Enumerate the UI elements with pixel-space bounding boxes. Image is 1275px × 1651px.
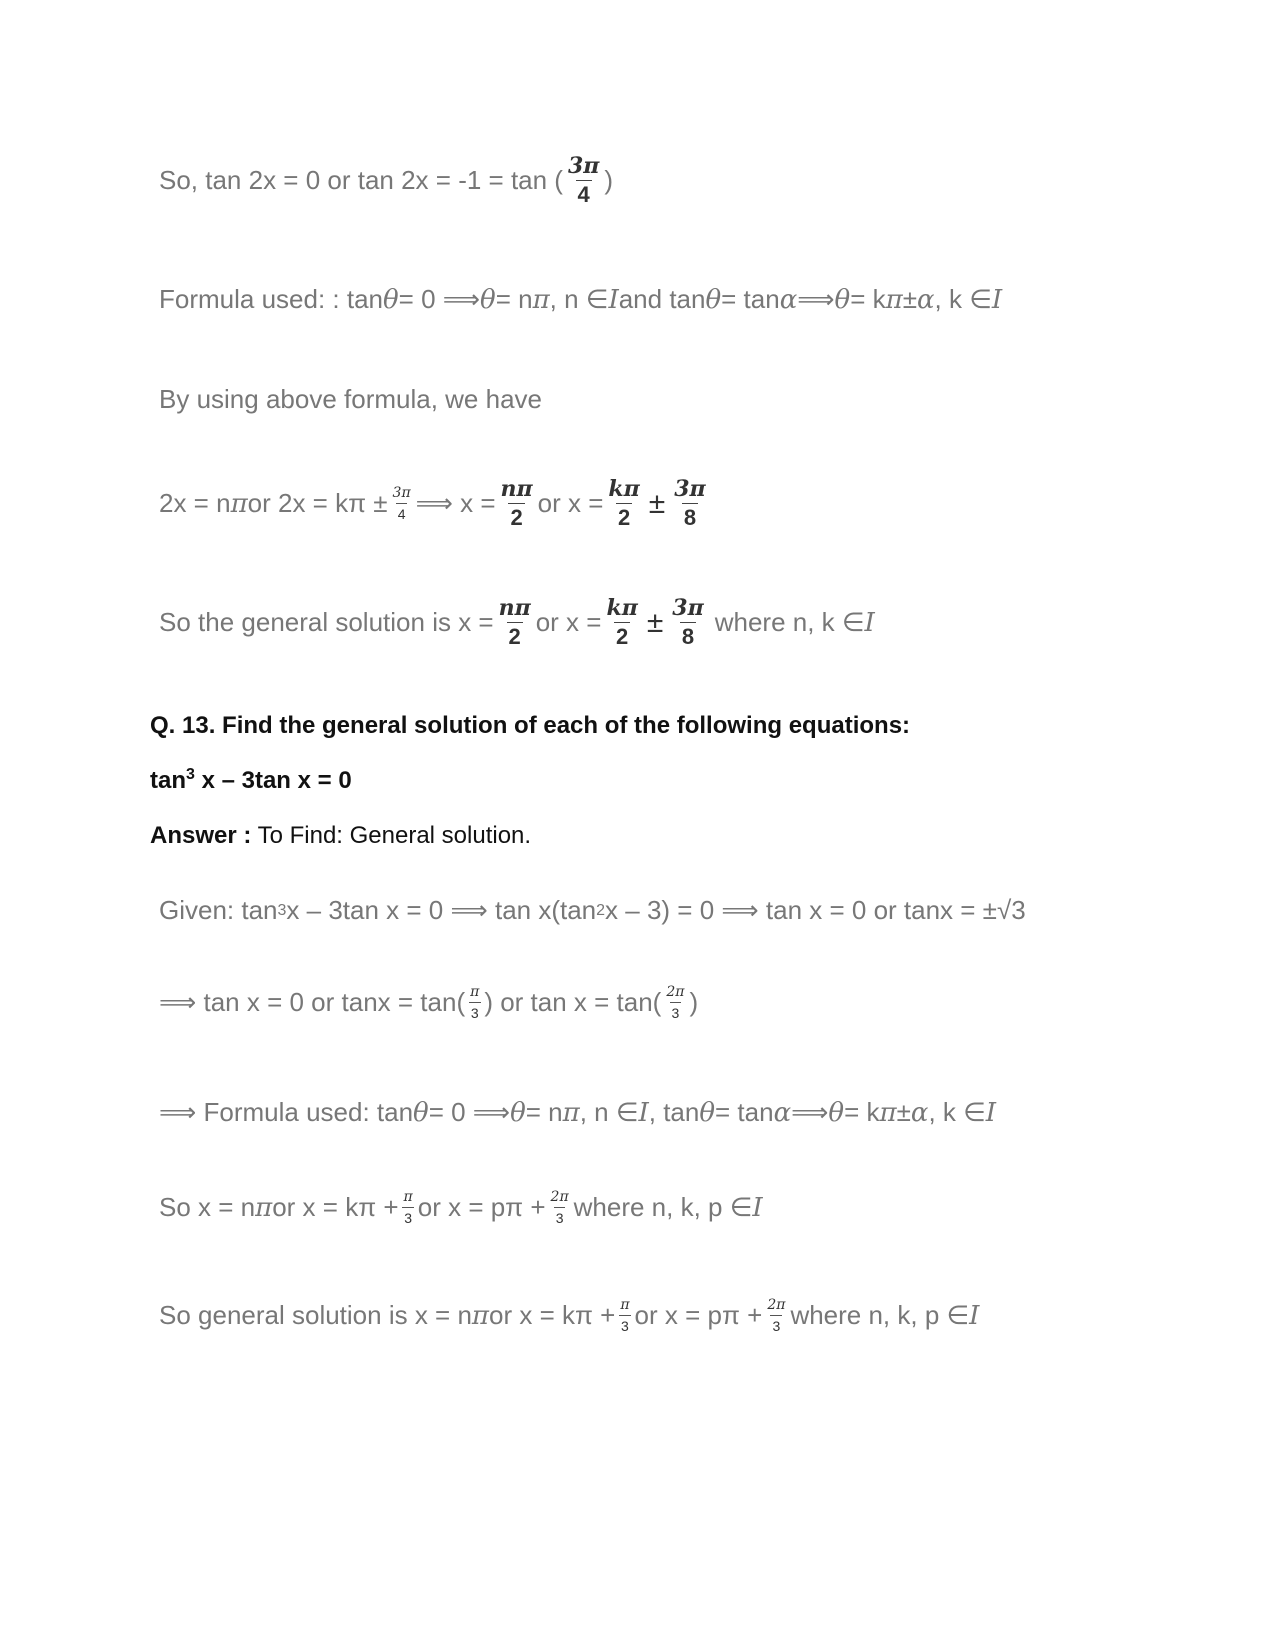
fraction-pi-over-3: $\frac{\pi}{3}$ (620, 1297, 630, 1334)
formula-used-line-2: ⟹ Formula used: tan θ = 0 ⟹ θ = n π , n ∈ I , tan θ = tan α ⟹ θ = k π ± α , k ∈ I (159, 1097, 997, 1128)
solution-line-tan2x: So, tan 2x = 0 or tan 2x = -1 = tan ( $\frac{3\pi}{4}$ ) (159, 153, 614, 207)
fraction-npi-over-2: $\frac{n\pi}{2}$ (500, 476, 533, 530)
question-13-title: Q. 13. Find the general solution of each of the following equations: (150, 712, 911, 739)
answer-text: To Find: General solution. (251, 822, 532, 849)
fraction-kpi-over-2: $\frac{k\pi}{2}$ (608, 476, 640, 530)
fraction-2pi-over-3: $\frac{2\pi}{3}$ (550, 1189, 569, 1226)
derivation-line-2x: 2x = n π or 2x = kπ ± $\frac{3\pi}{4}$ ⟹ x = $\frac{n\pi}{2}$ or x = $\frac{k\pi}{2}$ ± $\frac{3\pi}{8}$ (159, 476, 706, 530)
fraction-3pi-over-8: $\frac{3\pi}{8}$ (674, 476, 706, 530)
line-text: So, tan 2x = 0 or tan 2x = -1 = tan ( (159, 165, 563, 195)
fraction-3pi-over-4: $\frac{3\pi}{4}$ (567, 153, 600, 207)
general-solution-line-2: So general solution is x = n π or x = kπ + $\frac{\pi}{3}$ or x = pπ + $\frac{2\pi}{3}$ where n, k, p ∈ I (159, 1297, 980, 1334)
tan-equivalence-line: ⟹ tan x = 0 or tanx = tan( $\frac{\pi}{3}$ ) or tan x = tan( $\frac{2\pi}{3}$ ) (159, 984, 699, 1021)
answer-line (150, 822, 531, 850)
question-13-equation: $\tan^3 x - 3\tan$ x = 0 (150, 766, 352, 794)
answer-label: Answer : (150, 822, 252, 849)
fraction-2pi-over-3: $\frac{2\pi}{3}$ (767, 1297, 786, 1334)
fraction-3pi-over-4: $\frac{3\pi}{4}$ (392, 485, 411, 522)
by-using-formula-line: By using above formula, we have (159, 384, 542, 414)
fraction-3pi-over-8: $\frac{3\pi}{8}$ (672, 595, 704, 649)
solution-x-line: So x = n π or x = kπ + $\frac{\pi}{3}$ or x = pπ + $\frac{2\pi}{3}$ where n, k, p ∈ I (159, 1189, 763, 1226)
fraction-npi-over-2: $\frac{n\pi}{2}$ (498, 595, 531, 649)
fraction-kpi-over-2: $\frac{k\pi}{2}$ (606, 595, 638, 649)
fraction-pi-over-3: $\frac{\pi}{3}$ (470, 984, 480, 1021)
given-line: Given: tan 3 x – 3tan x = 0 ⟹ tan x(tan 2 x – 3) = 0 ⟹ tan x = 0 or tanx = ±√3 (159, 895, 1026, 925)
formula-used-line: Formula used: : tan θ = 0 ⟹ θ = n π , n ∈ I and tan θ = tan α ⟹ θ = k π ± α , k ∈ I (159, 284, 1003, 315)
fraction-pi-over-3: $\frac{\pi}{3}$ (403, 1189, 413, 1226)
general-solution-line-1: So the general solution is x = $\frac{n\pi}{2}$ or x = $\frac{k\pi}{2}$ ± $\frac{3\pi}{8}$ where n, k ∈ I (159, 595, 875, 649)
fraction-2pi-over-3: $\frac{2\pi}{3}$ (666, 984, 685, 1021)
